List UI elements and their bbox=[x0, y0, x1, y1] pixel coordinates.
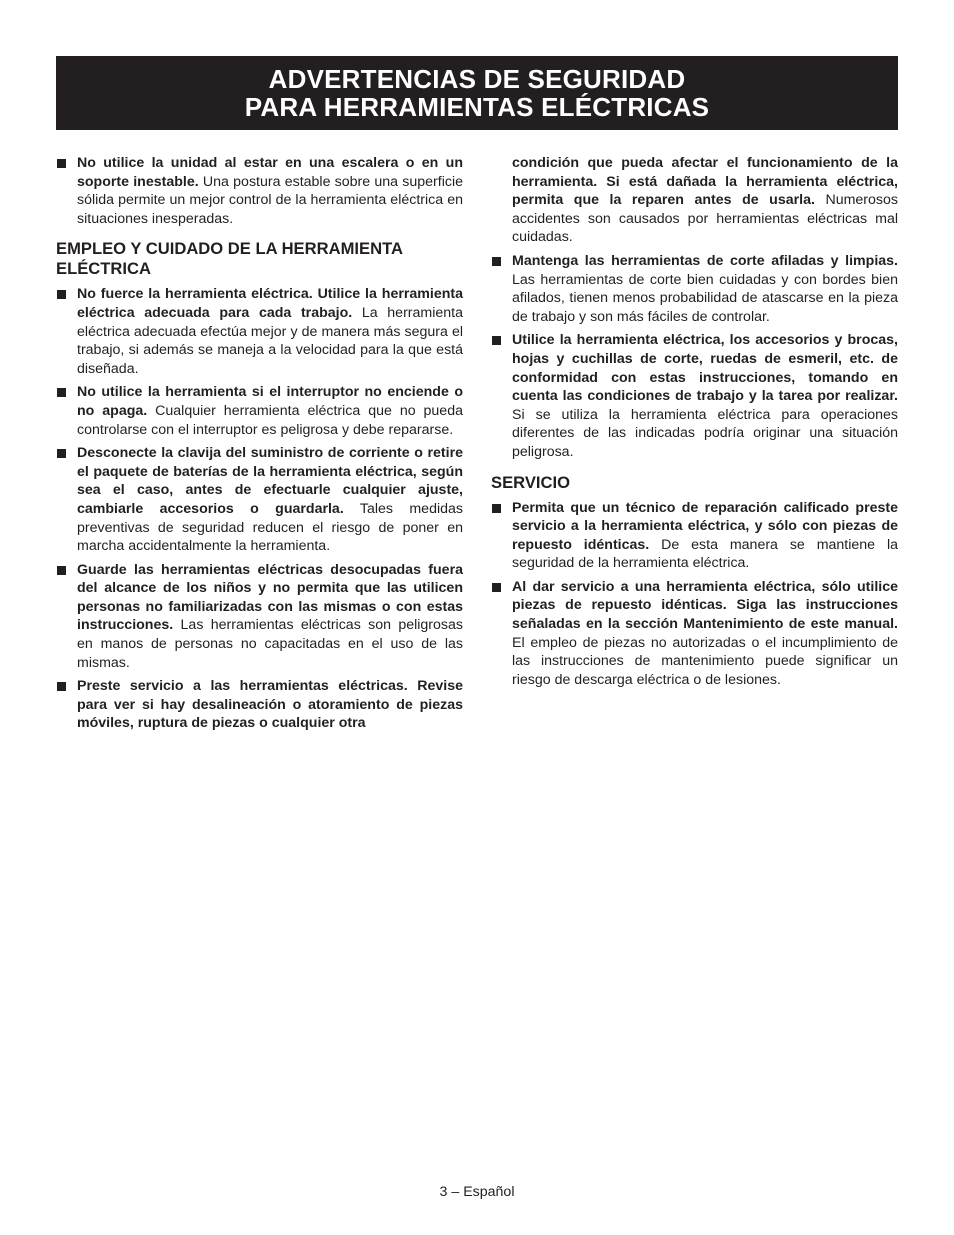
list-item bbox=[491, 578, 898, 690]
square-bullet-icon bbox=[492, 336, 501, 345]
square-bullet-icon bbox=[57, 388, 66, 397]
item-bold-text: No utilice la herramienta si el interruptor no enciende o no apaga. bbox=[77, 384, 463, 419]
square-bullet-icon bbox=[492, 583, 501, 592]
banner-title-line-2: PARA HERRAMIENTAS ELÉCTRICAS bbox=[244, 92, 710, 122]
right-column bbox=[491, 154, 898, 689]
item-bold-text: condición que pueda afectar el funcionamiento de la herramienta. Si está dañada la herramienta eléctrica, permita que la reparen antes de usarla. bbox=[512, 155, 898, 209]
list-item bbox=[56, 561, 463, 673]
item-bold-text: Guarde las herramientas eléctricas desocupadas fuera del alcance de los niños y no permita que las utilicen personas no familiarizadas con las mismas o con estas instrucciones. bbox=[77, 561, 463, 634]
list-item bbox=[491, 331, 898, 461]
item-text: Tales medidas preventivas de seguridad reducen el riesgo de poner en marcha accidentalmente la herramienta. bbox=[77, 500, 463, 555]
item-text: De esta manera se mantiene la seguridad de la herramienta eléctrica. bbox=[512, 536, 898, 572]
section-heading: SERVICIO bbox=[491, 472, 570, 492]
item-text: Una postura estable sobre una superficie sólida permite un mejor control de la herramienta eléctrica en situaciones inesperadas. bbox=[77, 173, 463, 227]
list-item bbox=[56, 154, 463, 228]
list-item-continued bbox=[491, 154, 898, 247]
square-bullet-icon bbox=[57, 290, 66, 299]
square-bullet-icon bbox=[57, 159, 66, 168]
square-bullet-icon bbox=[57, 449, 66, 458]
banner-title-line-1: ADVERTENCIAS DE SEGURIDAD bbox=[268, 64, 686, 94]
list-item bbox=[491, 252, 898, 326]
item-text: El empleo de piezas no autorizadas o el incumplimiento de las instrucciones de mantenimiento puede significar un riesgo de descarga eléctrica o de lesiones. bbox=[512, 634, 898, 688]
section-banner bbox=[56, 56, 898, 130]
section-heading: EMPLEO Y CUIDADO DE LA HERRAMIENTA ELÉCTRICA bbox=[56, 239, 403, 279]
item-text: Si se utiliza la herramienta eléctrica para operaciones diferentes de las indicadas podría originar una situación peligrosa. bbox=[512, 406, 898, 460]
list-item bbox=[56, 444, 463, 556]
square-bullet-icon bbox=[57, 682, 66, 691]
list-item bbox=[491, 499, 898, 573]
item-bold-text: Mantenga las herramientas de corte afiladas y limpias. bbox=[512, 252, 898, 269]
item-text: Cualquier herramienta eléctrica que no pueda controlarse con el interruptor es peligrosa y debe repararse. bbox=[77, 402, 463, 438]
list-item bbox=[56, 383, 463, 439]
item-text: Las herramientas eléctricas son peligrosas en manos de personas no capacitadas en el uso de las mismas. bbox=[77, 617, 463, 671]
item-bold-text: Permita que un técnico de reparación calificado preste servicio a la herramienta eléctrica, y sólo con piezas de repuesto idénticas. bbox=[512, 499, 898, 553]
item-text: Las herramientas de corte bien cuidadas y con bordes bien afilados, tienen menos probabilidad de atascarse en la pieza de trabajo y son más fáciles de controlar. bbox=[512, 271, 898, 325]
item-bold-text: Al dar servicio a una herramienta eléctrica, sólo utilice piezas de repuesto idénticas. Siga las instrucciones señaladas en la sección Mantenimiento de este manual. bbox=[512, 578, 898, 633]
item-bold-text: Preste servicio a las herramientas eléctricas. Revise para ver si hay desalineación o atoramiento de piezas móviles, ruptura de piezas o cualquier otra bbox=[77, 678, 463, 732]
item-text: La herramienta eléctrica adecuada efectúa mejor y de manera más segura el trabajo, si además se maneja a la velocidad para la que está diseñada. bbox=[77, 304, 463, 377]
item-bold-text: No utilice la unidad al estar en una escalera o en un soporte inestable. bbox=[77, 155, 463, 190]
list-item bbox=[56, 677, 463, 733]
item-bold-text: No fuerce la herramienta eléctrica. Utilice la herramienta eléctrica adecuada para cada trabajo. bbox=[77, 286, 463, 321]
page-number-footer: 3 – Español bbox=[439, 1184, 515, 1200]
square-bullet-icon bbox=[492, 504, 501, 513]
left-column bbox=[56, 154, 463, 733]
list-item bbox=[56, 285, 463, 378]
square-bullet-icon bbox=[492, 257, 501, 266]
item-text: Numerosos accidentes son causados por herramientas eléctricas mal cuidadas. bbox=[512, 192, 898, 246]
square-bullet-icon bbox=[57, 566, 66, 575]
item-bold-text: Utilice la herramienta eléctrica, los accesorios y brocas, hojas y cuchillas de corte, ruedas de esmeril, etc. de conformidad con estas instrucciones, tomando en cuenta las condiciones de trabajo y la tarea por realizar. bbox=[512, 332, 898, 405]
item-bold-text: Desconecte la clavija del suministro de corriente o retire el paquete de baterías de la herramienta eléctrica, según sea el caso, antes de efectuarle cualquier ajuste, cambiarle accesorios o guardarla. bbox=[77, 445, 463, 517]
